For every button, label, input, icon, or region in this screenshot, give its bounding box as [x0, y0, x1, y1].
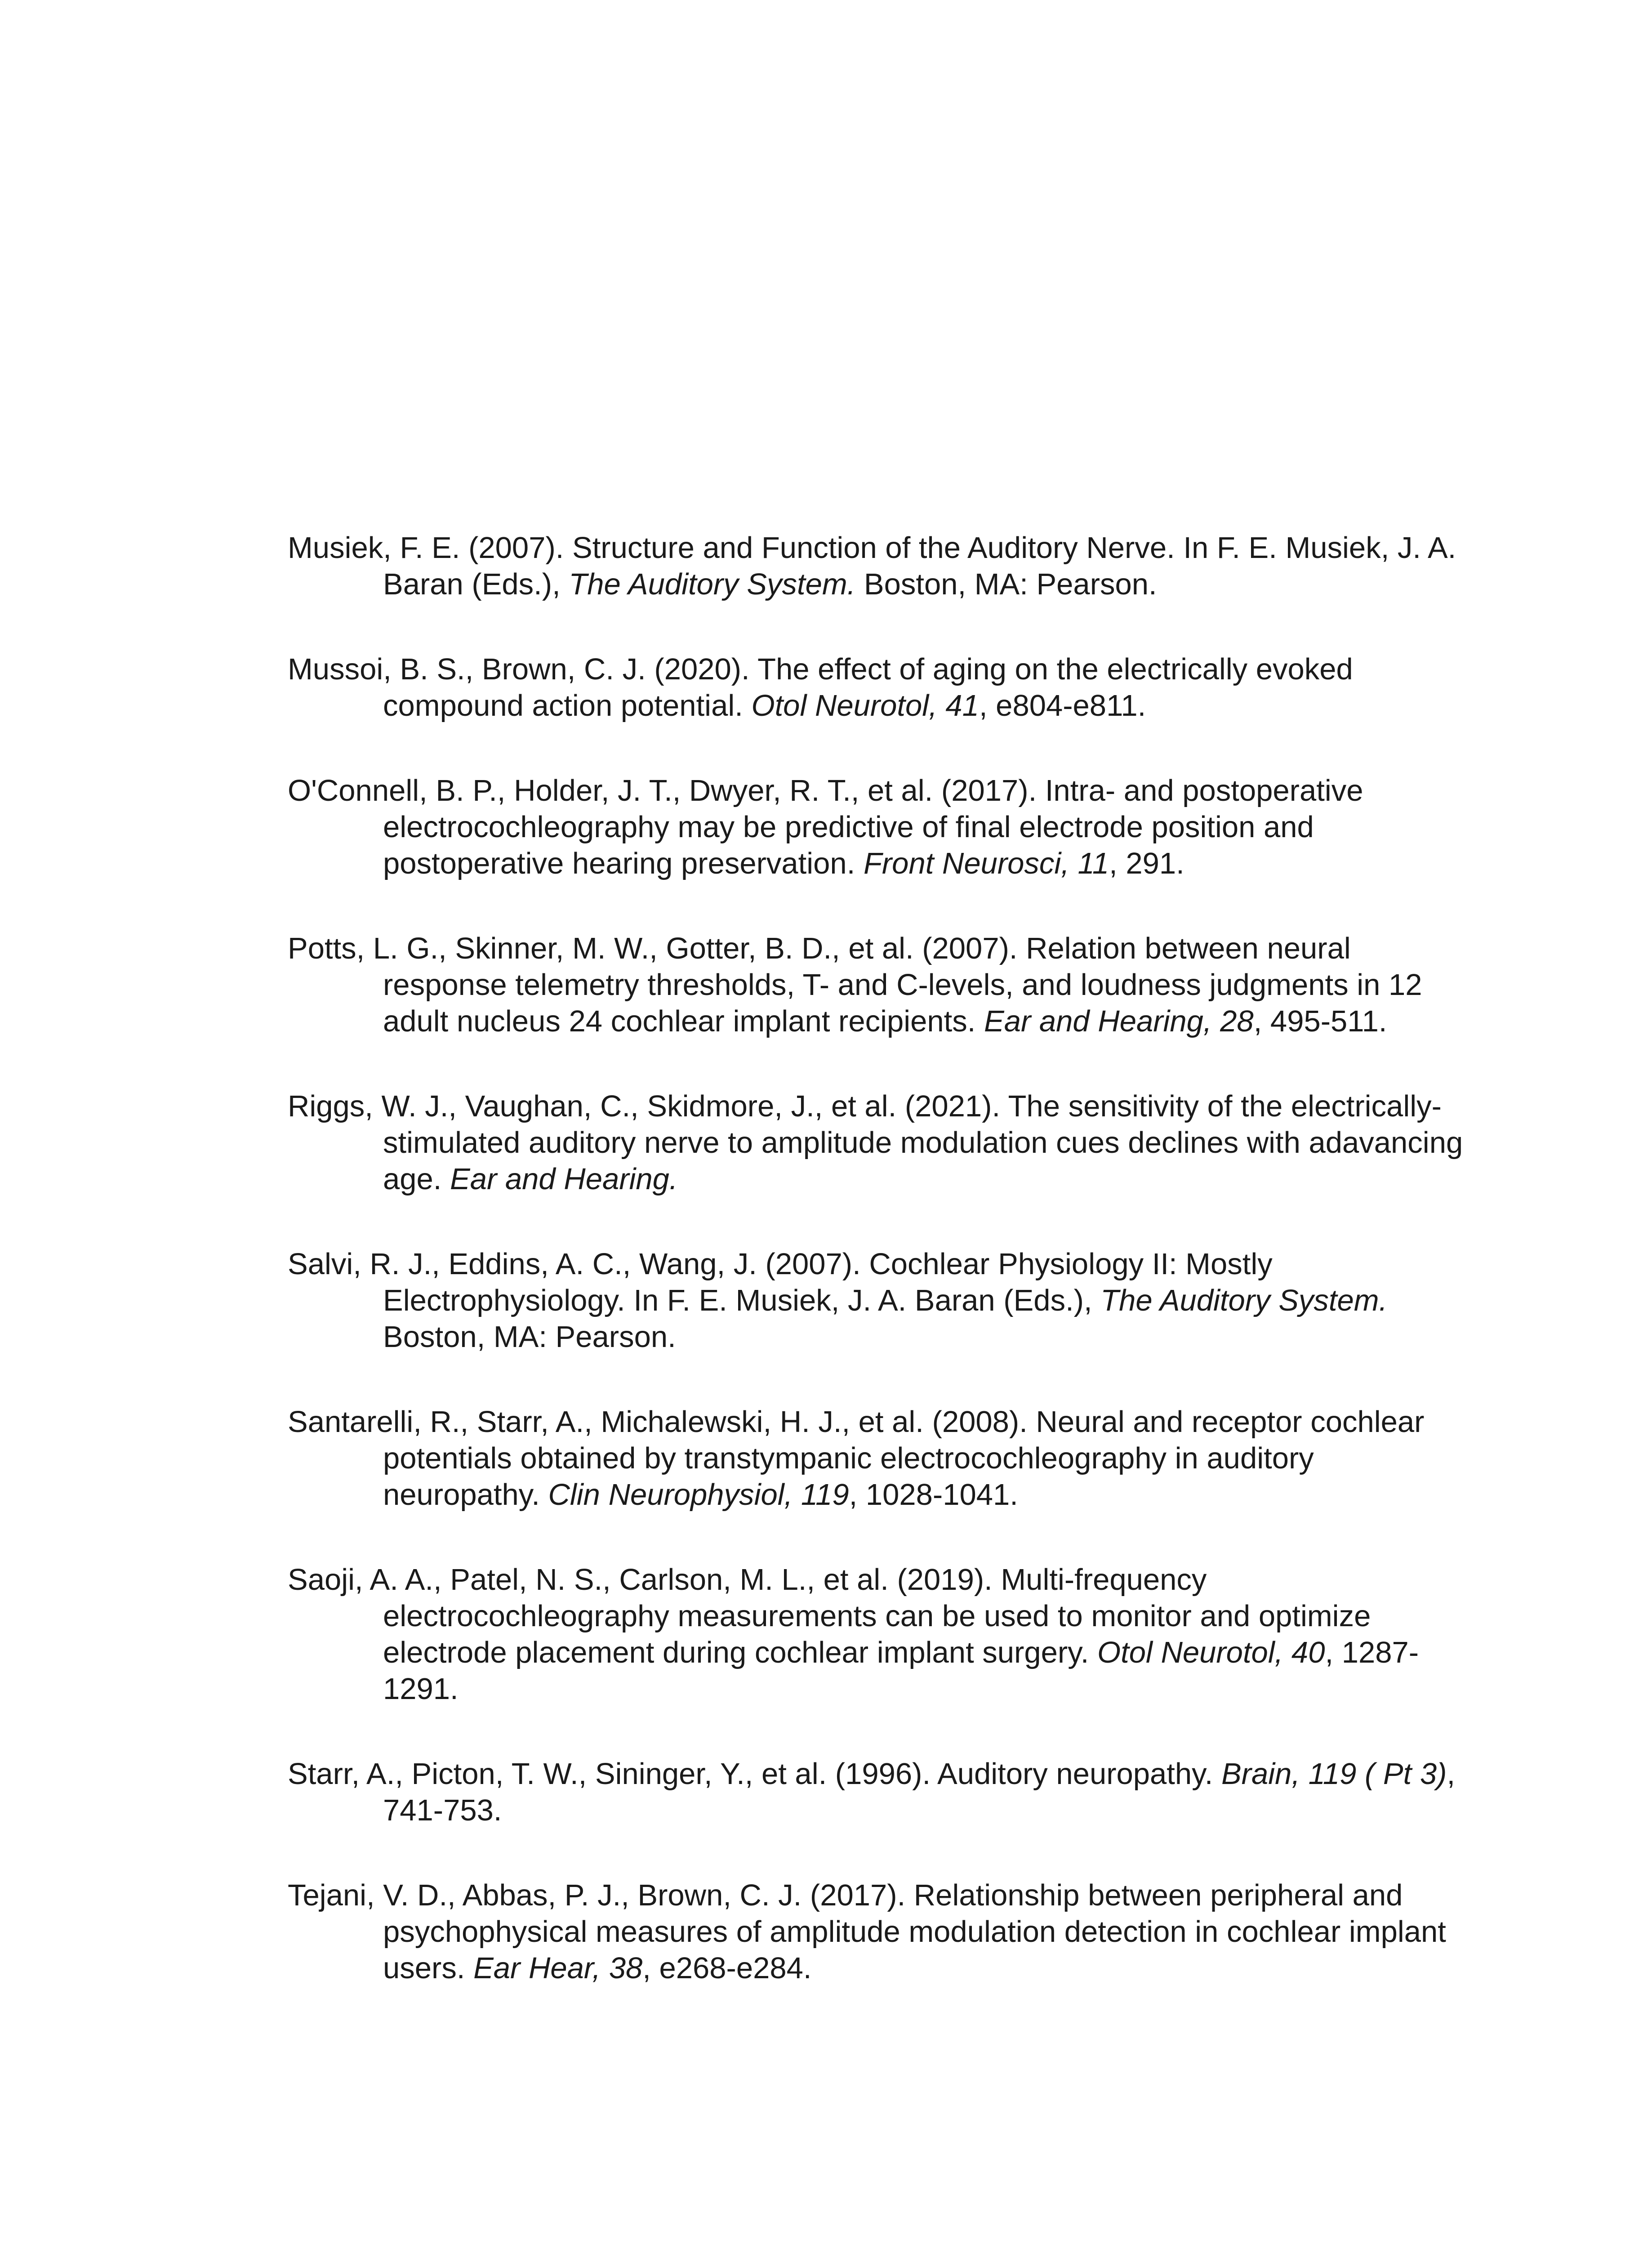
reference-entry-oconnell-2017 — [288, 772, 1474, 882]
reference-details: , e804-e811. — [979, 689, 1146, 723]
reference-details: Boston, MA: Pearson. — [383, 1320, 676, 1354]
reference-text: Starr, A., Picton, T. W., Sininger, Y., et al. (1996). Auditory neuropathy. — [288, 1757, 1221, 1791]
reference-text: Saoji, A. A., Patel, N. S., Carlson, M. L., et al. (2019). Multi-frequency electrocochleography measurements can be used to monitor and optimize electrode placement during cochlear implant surgery. — [288, 1563, 1371, 1669]
reference-text: Potts, L. G., Skinner, M. W., Gotter, B. D., et al. (2007). Relation between neural response telemetry thresholds, T- and C-levels, and loudness judgments in 12 adult nucleus 24 cochlear implant recipients. — [288, 932, 1422, 1038]
reference-text: Riggs, W. J., Vaughan, C., Skidmore, J., et al. (2021). The sensitivity of the electrically-stimulated auditory nerve to amplitude modulation cues declines with adavancing age. — [288, 1089, 1463, 1196]
reference-entry-saoji-2019 — [288, 1561, 1474, 1707]
reference-details: , 291. — [1109, 847, 1184, 880]
reference-entry-santarelli-2008 — [288, 1404, 1474, 1513]
reference-details: , 741-753. — [383, 1757, 1456, 1827]
reference-entry-salvi-2007 — [288, 1246, 1474, 1355]
reference-entry-mussoi-2020 — [288, 651, 1474, 724]
reference-text: Tejani, V. D., Abbas, P. J., Brown, C. J. (2017). Relationship between peripheral and psychophysical measures of amplitude modulation detection in cochlear implant users. — [288, 1878, 1446, 1985]
reference-source: The Auditory System. — [1100, 1284, 1388, 1317]
reference-source: Brain, 119 ( Pt 3) — [1221, 1757, 1447, 1791]
reference-text: Santarelli, R., Starr, A., Michalewski, H. J., et al. (2008). Neural and receptor cochlear potentials obtained by transtympanic electrocochleography in auditory neuropathy. — [288, 1405, 1425, 1512]
reference-source: Clin Neurophysiol, 119 — [548, 1478, 849, 1512]
reference-source: Otol Neurotol, 41 — [751, 689, 979, 723]
reference-text: O'Connell, B. P., Holder, J. T., Dwyer, R. T., et al. (2017). Intra- and postoperative electrocochleography may be predictive of final electrode position and postoperative hearing preservation. — [288, 774, 1363, 880]
reference-details: , 1028-1041. — [849, 1478, 1018, 1512]
reference-text: Musiek, F. E. (2007). Structure and Function of the Auditory Nerve. In F. E. Musiek, J. A. Baran (Eds.), — [288, 531, 1456, 601]
reference-source: The Auditory System. — [569, 567, 856, 601]
reference-entry-starr-1996 — [288, 1756, 1474, 1829]
reference-entry-riggs-2021 — [288, 1088, 1474, 1197]
reference-details: Boston, MA: Pearson. — [855, 567, 1157, 601]
reference-source: Otol Neurotol, 40 — [1097, 1636, 1325, 1669]
reference-source: Ear and Hearing, 28 — [984, 1004, 1254, 1038]
reference-details: , e268-e284. — [642, 1951, 812, 1985]
reference-details: , 1287-1291. — [383, 1636, 1419, 1706]
reference-source: Front Neurosci, 11 — [863, 847, 1109, 880]
reference-text: Mussoi, B. S., Brown, C. J. (2020). The effect of aging on the electrically evoked compound action potential. — [288, 652, 1353, 723]
reference-entry-tejani-2017 — [288, 1877, 1474, 1986]
reference-details: , 495-511. — [1253, 1004, 1387, 1038]
reference-text: Salvi, R. J., Eddins, A. C., Wang, J. (2007). Cochlear Physiology II: Mostly Electrophysiology. In F. E. Musiek, J. A. Baran (Eds.), — [288, 1247, 1273, 1317]
reference-entry-potts-2007 — [288, 930, 1474, 1039]
reference-source: Ear and Hearing. — [450, 1162, 678, 1196]
reference-entry-musiek-2007 — [288, 530, 1474, 602]
reference-list — [288, 530, 1474, 2035]
reference-source: Ear Hear, 38 — [473, 1951, 643, 1985]
